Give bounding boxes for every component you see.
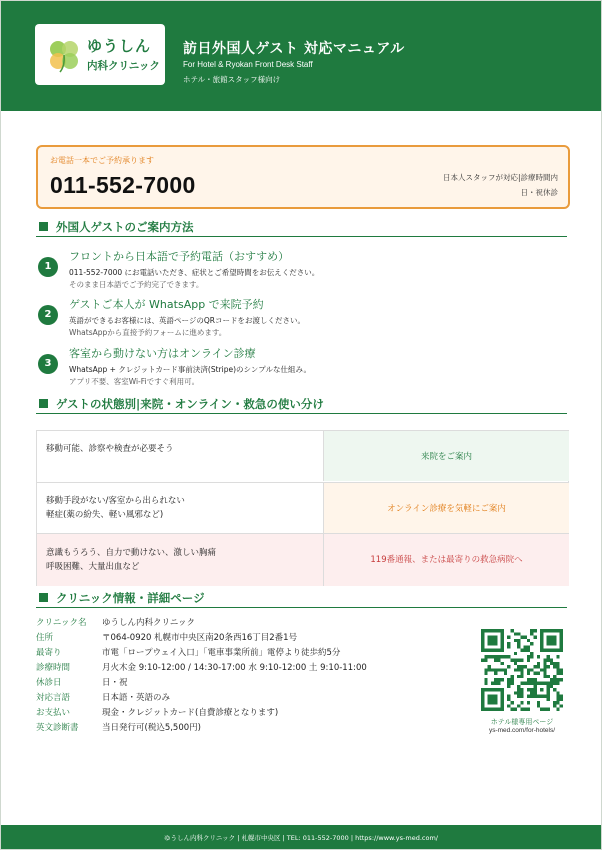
page-subtitle-en: For Hotel & Ryokan Front Desk Staff bbox=[183, 60, 313, 69]
footer-bar bbox=[1, 825, 601, 849]
phone-note-closed: 日・祝休診 bbox=[520, 188, 558, 197]
condition-text: 移動手段がない/客室から出られない bbox=[46, 496, 185, 506]
triage-table bbox=[36, 430, 569, 586]
info-label: 休診日 bbox=[36, 678, 62, 688]
phone-label: お電話一本でご予約承ります bbox=[50, 156, 154, 165]
action-text: オンライン診療を気軽にご案内 bbox=[387, 504, 506, 514]
step-note: そのまま日本語でご予約完了できます。 bbox=[69, 280, 204, 289]
condition-cell bbox=[37, 431, 322, 481]
page-title: 訪日外国人ゲスト 対応マニュアル bbox=[183, 41, 405, 57]
info-label: 対応言語 bbox=[36, 693, 71, 703]
info-value: 日本語・英語のみ bbox=[102, 693, 171, 703]
condition-cell bbox=[37, 483, 322, 533]
guide-step bbox=[36, 296, 567, 342]
step-number: 3 bbox=[38, 354, 58, 374]
action-cell bbox=[323, 483, 569, 533]
step-title: フロントから日本語で予約電話（おすすめ） bbox=[69, 250, 290, 263]
info-value: 当日発行可(税込5,500円) bbox=[102, 723, 201, 733]
section-square-icon bbox=[39, 222, 48, 231]
section-title: 外国人ゲストのご案内方法 bbox=[56, 220, 194, 234]
section-square-icon bbox=[39, 399, 48, 408]
page-subtitle-jp: ホテル・旅館スタッフ様向け bbox=[183, 75, 281, 84]
info-label: クリニック名 bbox=[36, 618, 87, 628]
info-label: 診療時間 bbox=[36, 663, 71, 673]
section-heading-triage bbox=[36, 396, 567, 414]
step-title: 客室から動けない方はオンライン診療 bbox=[69, 347, 256, 360]
step-number: 2 bbox=[38, 305, 58, 325]
info-label: 住所 bbox=[36, 633, 54, 643]
action-text: 119番通報、または最寄りの救急病院へ bbox=[370, 555, 523, 565]
section-title: ゲストの状態別|来院・オンライン・救急の使い分け bbox=[56, 397, 324, 411]
section-heading-clinic bbox=[36, 590, 567, 608]
info-value: ゆうしん内科クリニック bbox=[102, 618, 195, 628]
condition-cell bbox=[37, 534, 322, 586]
step-description: 英語ができるお客様には、英語ページのQRコードをお渡しください。 bbox=[69, 316, 305, 325]
condition-text: 呼吸困難、大量出血など bbox=[46, 562, 140, 572]
condition-text: 意識もうろう、自力で動けない、激しい胸痛 bbox=[46, 548, 217, 558]
section-heading-guide bbox=[36, 219, 567, 237]
info-label: 英文診断書 bbox=[36, 723, 79, 733]
condition-text: 軽症(薬の紛失、軽い風邪など) bbox=[46, 510, 164, 520]
action-text: 来院をご案内 bbox=[420, 452, 472, 462]
logo-subtitle: 内科クリニック bbox=[87, 60, 160, 72]
guide-step bbox=[36, 345, 567, 391]
section-title: クリニック情報・詳細ページ bbox=[56, 591, 205, 605]
step-number: 1 bbox=[38, 257, 58, 277]
qr-caption: ホテル様専用ページ bbox=[490, 718, 554, 726]
info-value: 市電「ロープウェイ入口」「電車事業所前」電停より徒歩約5分 bbox=[102, 648, 341, 658]
qr-code-icon[interactable] bbox=[481, 629, 563, 711]
info-label: お支払い bbox=[36, 708, 71, 718]
table-row bbox=[37, 482, 568, 533]
table-row bbox=[37, 431, 568, 481]
clinic-logo bbox=[35, 24, 165, 85]
step-description: WhatsApp + クレジットカード事前決済(Stripe)のシンプルな仕組み。 bbox=[69, 365, 311, 374]
info-label: 最寄り bbox=[36, 648, 62, 658]
info-value: 日・祝 bbox=[102, 678, 128, 688]
clover-logo-icon bbox=[45, 36, 83, 74]
info-value: 現金・クレジットカード(自費診療となります) bbox=[102, 708, 279, 718]
action-cell bbox=[323, 534, 569, 586]
step-note: アプリ不要、客室Wi-Fiですぐ利用可。 bbox=[69, 377, 200, 386]
condition-text: 移動可能、診察や検査が必要そう bbox=[46, 444, 174, 454]
step-title: ゲストご本人が WhatsApp で来院予約 bbox=[69, 298, 264, 311]
step-note: WhatsAppから直接予約フォームに進めます。 bbox=[69, 328, 227, 337]
table-row bbox=[37, 533, 568, 586]
phone-number[interactable]: 011-552-7000 bbox=[50, 172, 196, 198]
logo-name: ゆうしん bbox=[87, 37, 152, 55]
footer-text: ゆうしん内科クリニック | 札幌市中央区 | TEL: 011-552-7000 | https://www.ys-med.com/ bbox=[164, 834, 438, 842]
guide-step bbox=[36, 248, 567, 294]
header-banner bbox=[1, 1, 601, 111]
step-description: 011-552-7000 にお電話いただき、症状とご希望時間をお伝えください。 bbox=[69, 268, 320, 277]
section-square-icon bbox=[39, 593, 48, 602]
action-cell bbox=[323, 431, 569, 481]
phone-callout bbox=[36, 145, 570, 209]
info-value: 月火木金 9:10-12:00 / 14:30-17:00 水 9:10-12:00 土 9:10-11:00 bbox=[102, 663, 367, 673]
phone-note-hours: 日本人スタッフが対応|診療時間内 bbox=[442, 173, 558, 182]
qr-url[interactable]: ys-med.com/for-hotels/ bbox=[488, 727, 556, 734]
info-value: 〒064-0920 札幌市中央区南20条西16丁目2番1号 bbox=[102, 633, 298, 643]
